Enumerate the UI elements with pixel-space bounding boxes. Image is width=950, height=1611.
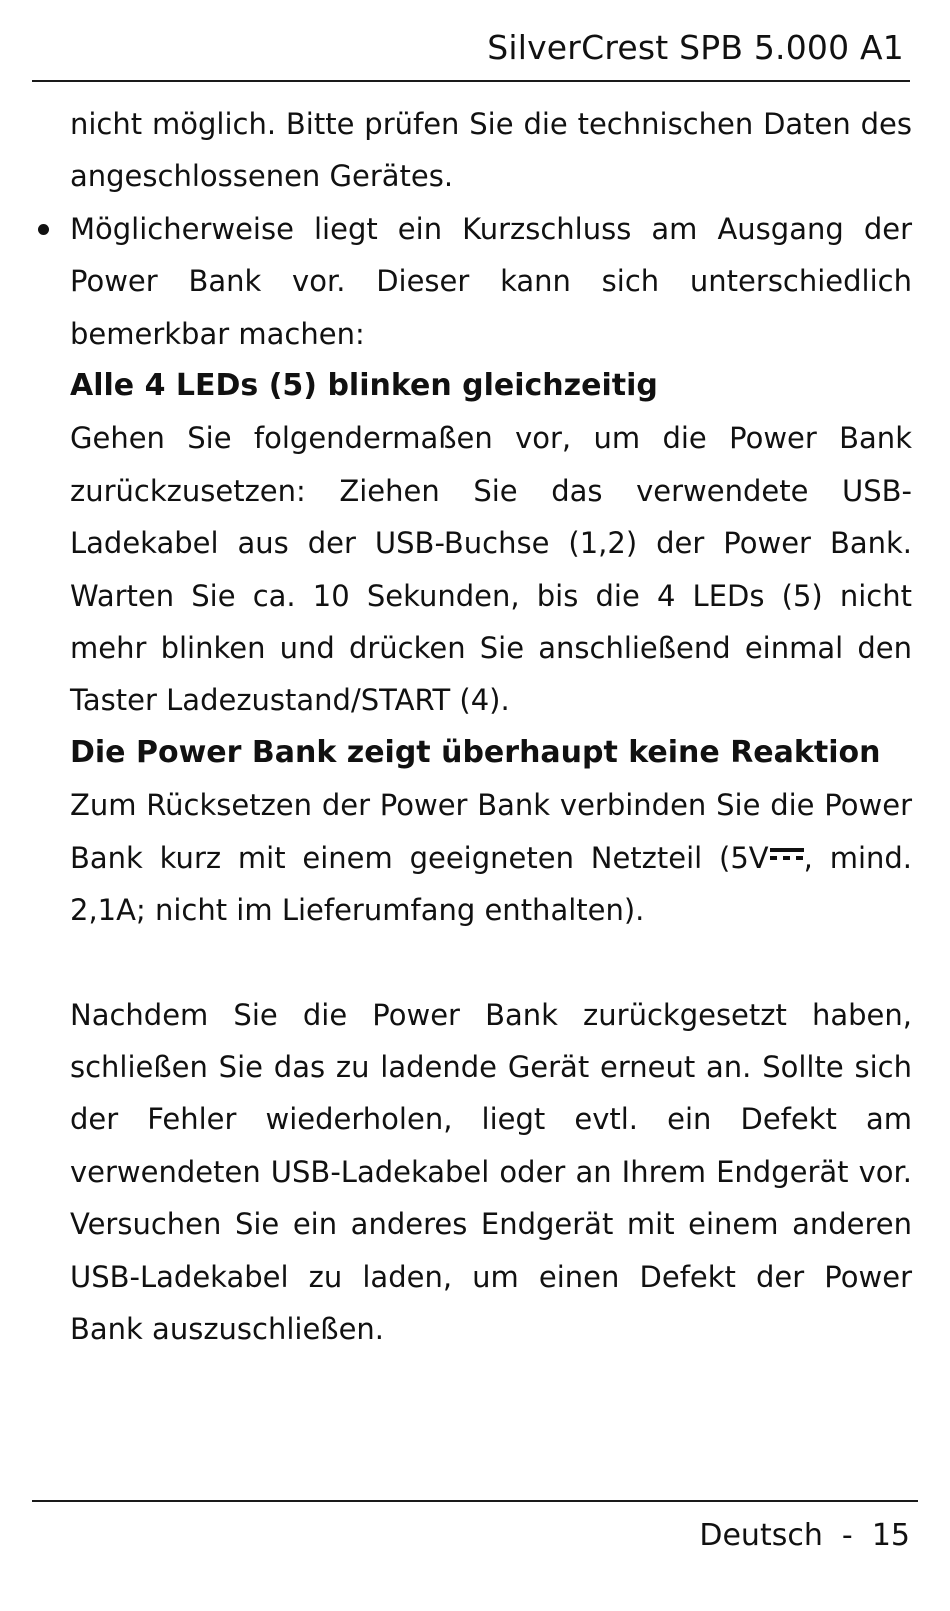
after-reset-paragraph: Nachdem Sie die Power Bank zurückgesetzt haben, schließen Sie das zu ladende Gerät erneut an. Sollte sich der Fehler wiederholen, liegt evtl. ein Defekt am verwendeten USB-Ladekabel oder an Ihrem Endgerät vor. Versuchen Sie ein anderes Endgerät mit einem anderen USB-Ladekabel zu laden, um einen Defekt der Power Bank auszuschließen. (70, 997, 912, 1346)
bullet-dot-icon (38, 224, 49, 235)
page-content (70, 98, 912, 1355)
paragraph-spacer (70, 937, 912, 989)
no-reaction-text-end: , mind. 2,1A; nicht im Lieferumfang enthalten). (70, 840, 913, 928)
continuation-paragraph: nicht möglich. Bitte prüfen Sie die technischen Daten des angeschlossenen Gerätes. (70, 107, 912, 194)
bullet-item (70, 203, 912, 360)
document-title: SilverCrest SPB 5.000 A1 (487, 28, 904, 67)
section-heading-leds-blinking: Alle 4 LEDs (5) blinken gleichzeitig (70, 368, 658, 404)
section-heading-no-reaction: Die Power Bank zeigt überhaupt keine Reaktion (70, 734, 881, 770)
dc-current-symbol-icon (770, 847, 804, 863)
bullet-text: Möglicherweise liegt ein Kurzschluss am Ausgang der Power Bank vor. Dieser kann sich unterschiedlich bemerkbar machen: (70, 211, 912, 351)
page-header (32, 22, 910, 82)
reset-instructions-paragraph: Gehen Sie folgendermaßen vor, um die Power Bank zurückzusetzen: Ziehen Sie das verwendete USB-Ladekabel aus der USB-Buchse (1,2) der Power Bank. Warten Sie ca. 10 Sekunden, bis die 4 LEDs (5) nicht mehr blinken und drücken Sie anschließend einmal den Taster Ladezustand/START (4). (70, 421, 912, 718)
page-number-label: Deutsch - 15 (699, 1518, 910, 1553)
no-reaction-paragraph (70, 779, 912, 936)
page-footer (32, 1500, 918, 1582)
no-reaction-text-start: Zum Rücksetzen der Power Bank verbinden Sie die Power Bank kurz mit einem geeigneten Netzteil (5V (70, 788, 912, 875)
